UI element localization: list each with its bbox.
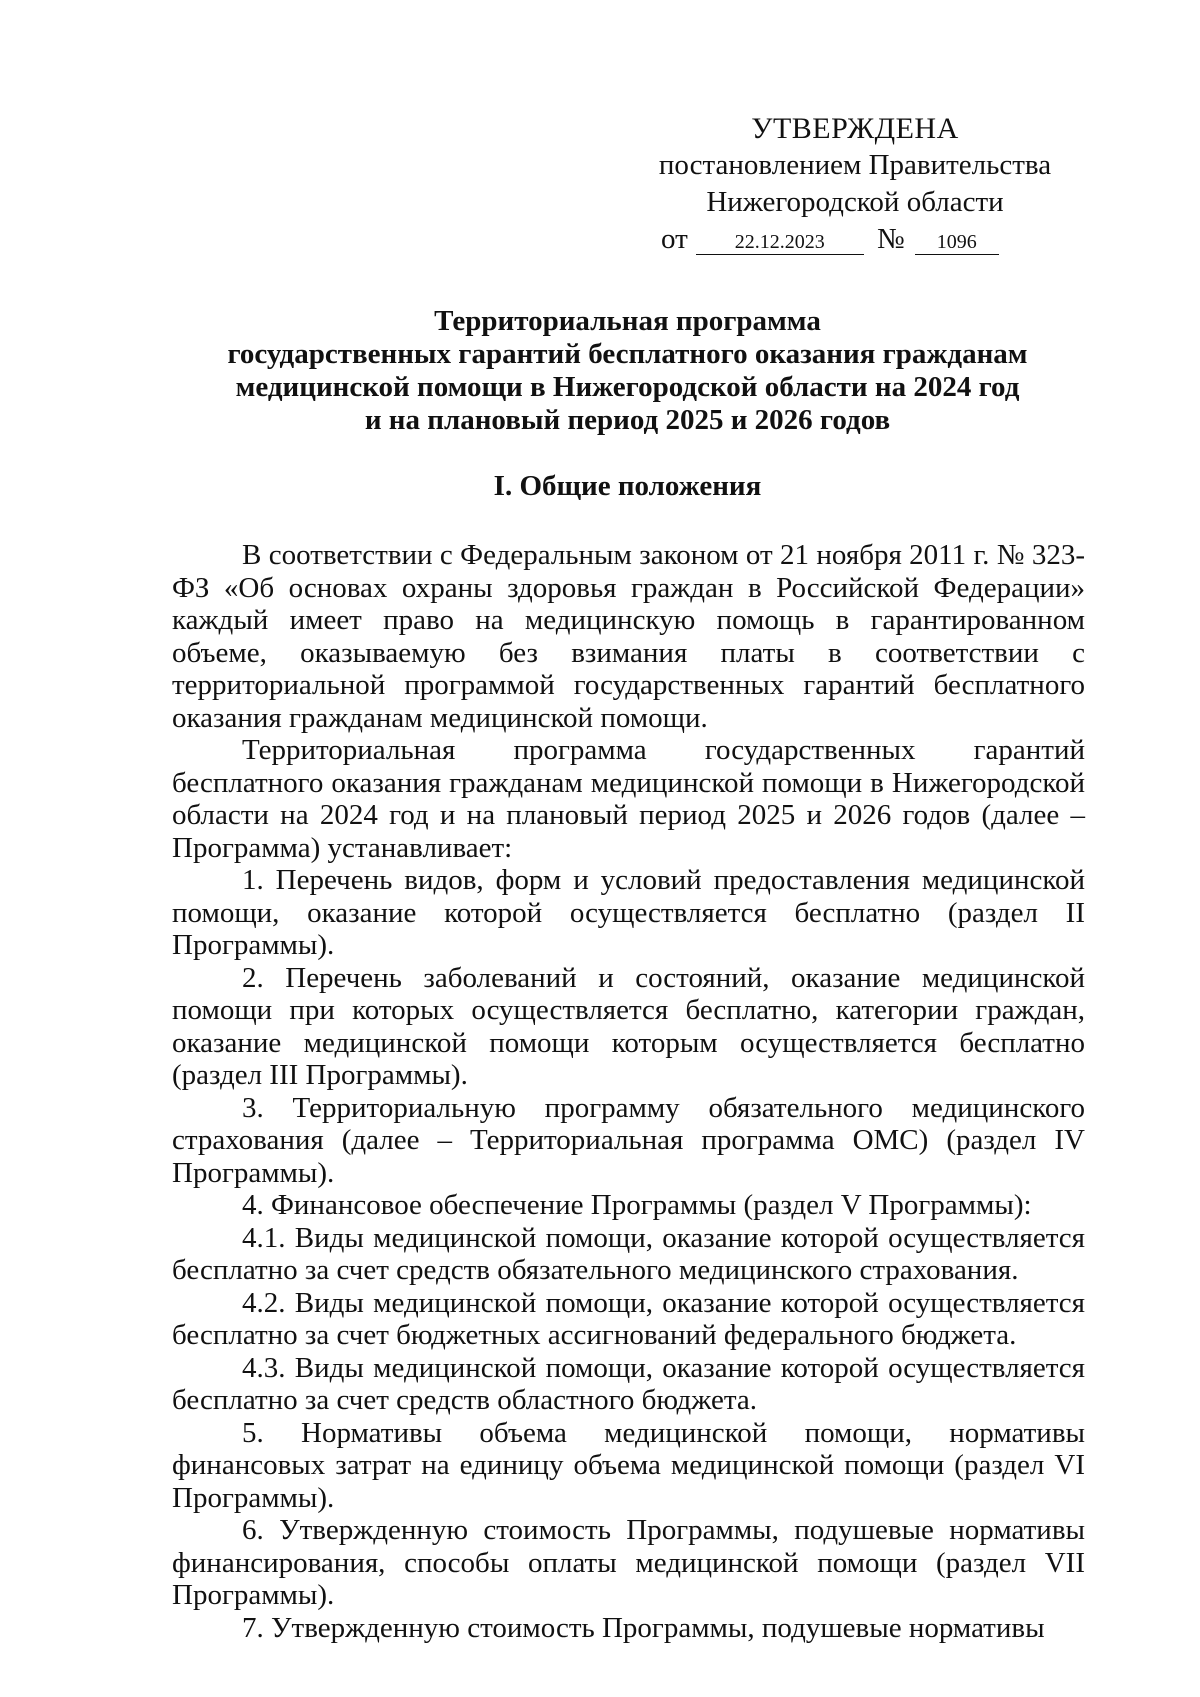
- title-line-1: Территориальная программа: [434, 305, 821, 337]
- number-sign: №: [877, 223, 905, 255]
- approval-line-1: постановлением Правительства: [658, 149, 1052, 181]
- date-prefix: от: [661, 223, 688, 255]
- list-item: 3. Территориальную программу обязательного медицинского страхования (далее – Территориальная программа ОМС) (раздел IV Программы).: [172, 1091, 1085, 1189]
- approval-line-2: Нижегородской области: [706, 186, 1004, 218]
- list-item: 4.3. Виды медицинской помощи, оказание которой осуществляется бесплатно за счет средств областного бюджета.: [172, 1351, 1085, 1416]
- list-item: 1. Перечень видов, форм и условий предоставления медицинской помощи, оказание которой осуществляется бесплатно (раздел II Программы).: [172, 864, 1085, 961]
- list-item: 4. Финансовое обеспечение Программы (раздел V Программы):: [242, 1189, 1032, 1221]
- paragraph: В соответствии с Федеральным законом от 21 ноября 2011 г. № 323-ФЗ «Об основах охраны здоровья граждан в Российской Федерации» каждый имеет право на медицинскую помощь в гарантированном объеме, оказываемую без взимания платы в соответствии с территориальной программой государственных гарантий бесплатного оказания гражданам медицинской помощи.: [172, 539, 1085, 734]
- list-item: 2. Перечень заболеваний и состояний, оказание медицинской помощи при которых осуществляется бесплатно, категории граждан, оказание медицинской помощи которым осуществляется бесплатно (раздел III Программы).: [172, 961, 1085, 1091]
- list-item: 4.2. Виды медицинской помощи, оказание которой осуществляется бесплатно за счет бюджетных ассигнований федерального бюджета.: [172, 1286, 1085, 1351]
- title-line-4: и на плановый период 2025 и 2026 годов: [364, 404, 891, 436]
- approval-number: 1096: [915, 230, 999, 255]
- program-title: [170, 305, 1085, 437]
- list-item: 4.1. Виды медицинской помощи, оказание которой осуществляется бесплатно за счет средств обязательного медицинского страхования.: [172, 1221, 1085, 1286]
- approval-date: 22.12.2023: [696, 230, 864, 255]
- list-item: 7. Утвержденную стоимость Программы, подушевые нормативы: [242, 1611, 1045, 1644]
- approval-heading: УТВЕРЖДЕНА: [751, 112, 959, 145]
- title-line-2: государственных гарантий бесплатного оказания гражданам: [227, 338, 1028, 370]
- approval-date-line: [620, 221, 1090, 258]
- title-line-3: медицинской помощи в Нижегородской области на 2024 год: [235, 371, 1020, 403]
- section-heading: I. Общие положения: [493, 470, 762, 502]
- list-item: 5. Нормативы объема медицинской помощи, нормативы финансовых затрат на единицу объема медицинской помощи (раздел VI Программы).: [172, 1416, 1085, 1514]
- list-item: 6. Утвержденную стоимость Программы, подушевые нормативы финансирования, способы оплаты медицинской помощи (раздел VII Программы).: [172, 1514, 1085, 1611]
- paragraph: Территориальная программа государственных гарантий бесплатного оказания гражданам медицинской помощи в Нижегородской области на 2024 год и на плановый период 2025 и 2026 годов (далее – Программа) устанавливает:: [172, 734, 1085, 864]
- body-text: [172, 539, 1085, 1644]
- approval-stamp: [620, 110, 1090, 258]
